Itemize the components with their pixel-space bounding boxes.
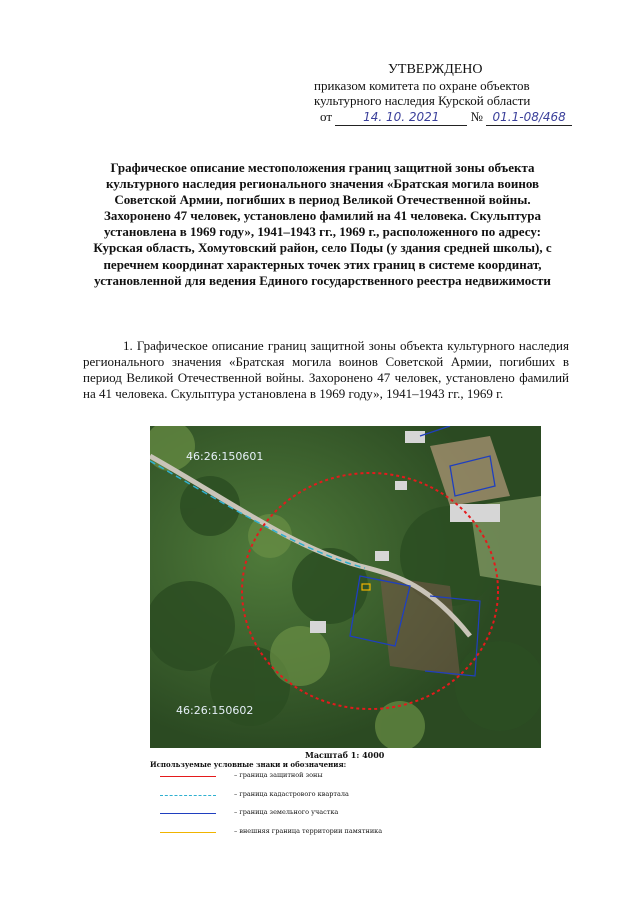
approval-line-1: приказом комитета по охране объектов: [314, 77, 530, 93]
number-sign: №: [470, 108, 483, 124]
order-number-field: [486, 109, 572, 127]
legend-item: [150, 788, 530, 807]
paragraph-1: 1. Графическое описание границ защитной зоны объекта культурного наследия регионального значения «Братская могила воинов Советской Армии, погибших в период Великой Отечественной войны. Захоронено 47 человек, установлено фамилий на 41 человека. Скульптура установлена в 1969 году», 1941–1943 гг., 1969 г.: [83, 338, 569, 401]
order-date-field: [335, 109, 467, 127]
order-number: 01.1-08/468: [492, 109, 566, 124]
legend-item: [150, 806, 530, 825]
approval-stamp: [314, 62, 604, 126]
legend-label: – внешняя граница территории памятника: [234, 827, 383, 836]
approval-order-line: [320, 109, 604, 127]
legend-label: – граница кадастрового квартала: [234, 789, 349, 798]
map-legend: [150, 760, 530, 844]
yellow-line-symbol: [160, 832, 216, 833]
red-line-symbol: [160, 776, 216, 777]
legend-item: [150, 769, 530, 788]
map-image: [150, 426, 541, 748]
approval-heading: УТВЕРЖДЕНО: [388, 62, 483, 77]
legend-item: [150, 825, 530, 844]
cadastral-label-bottom: 46:26:150602: [176, 704, 254, 717]
legend-label: – граница земельного участка: [234, 808, 339, 817]
legend-heading: Используемые условные знаки и обозначения:: [150, 760, 347, 769]
approval-line-2: культурного наследия Курской области: [314, 93, 531, 108]
cadastral-label-top: 46:26:150601: [186, 450, 264, 463]
date-prefix: от: [320, 108, 333, 124]
map-scale: Масштаб 1: 4000: [305, 750, 385, 760]
cyan-dashed-line-symbol: [160, 795, 216, 796]
legend-label: – граница защитной зоны: [234, 771, 323, 779]
aerial-map: [150, 426, 541, 748]
document-title: Графическое описание местоположения границ защитной зоны объекта культурного наследия регионального значения «Братская могила воинов Советской Армии, погибших в период Великой Отечественной войны. Захоронено 47 человек, установлено фамилий на 41 человека. Скульптура установлена в 1969 году», 1941–1943 гг., 1969 г., расположенного по адресу: Курская область, Хомутовский район, село Поды (у здания средней школы), с перечнем координат характерных точек этих границ в системе координат, установленной для ведения Единого государственного реестра недвижимости: [93, 160, 552, 288]
order-date: 14. 10. 2021: [363, 109, 440, 124]
blue-line-symbol: [160, 813, 216, 814]
